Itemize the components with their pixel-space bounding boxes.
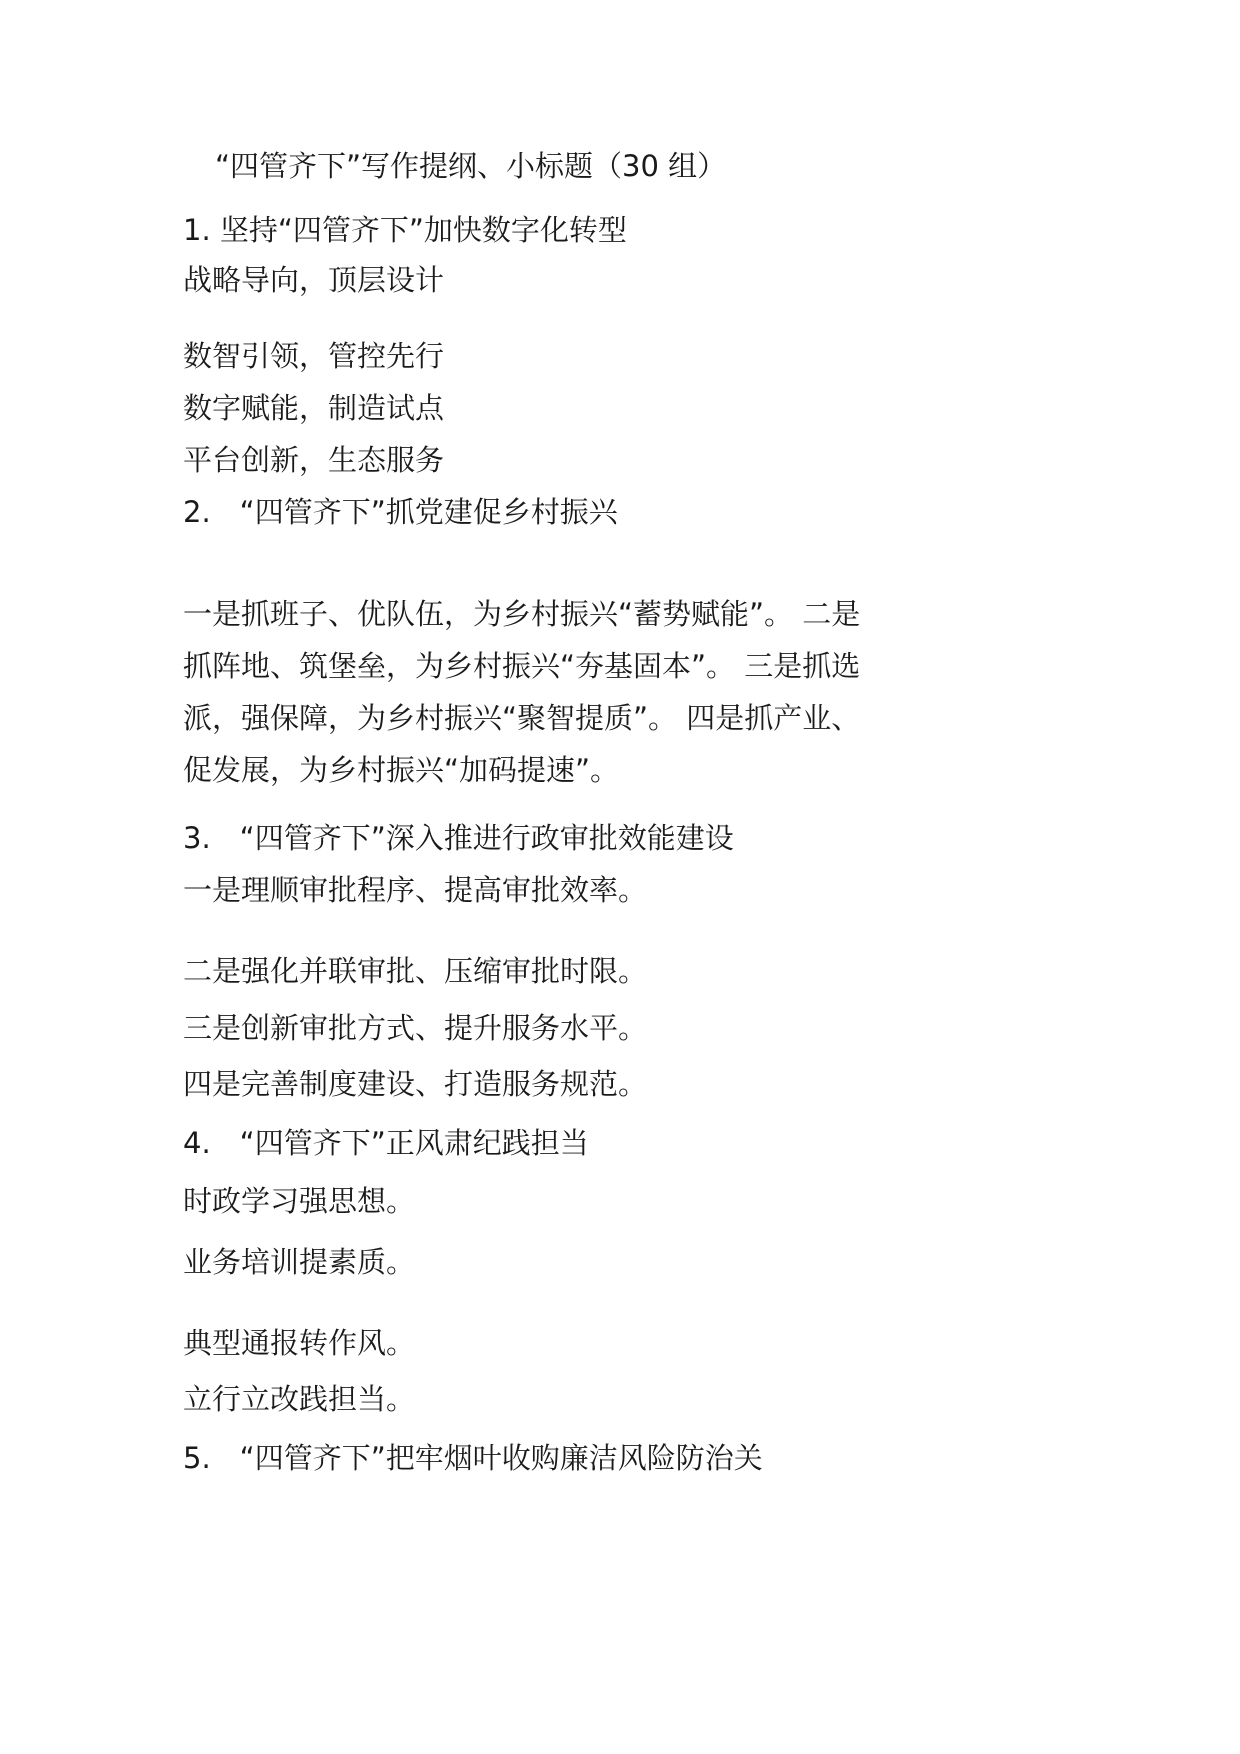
section-2-paragraph-line-1: 一是抓班子、优队伍，为乡村振兴“蓄势赋能”。 二是 (183, 597, 861, 631)
section-4-item-4: 立行立改践担当。 (183, 1382, 416, 1416)
section-4-item-3: 典型通报转作风。 (183, 1326, 416, 1360)
section-3-heading: 3. “四管齐下”深入推进行政审批效能建设 (183, 821, 734, 855)
section-2-paragraph-line-3: 派，强保障，为乡村振兴“聚智提质”。 四是抓产业、 (183, 701, 861, 735)
section-2-paragraph-line-2: 抓阵地、筑堡垒，为乡村振兴“夯基固本”。 三是抓选 (183, 649, 861, 683)
section-4-item-1: 时政学习强思想。 (183, 1184, 416, 1218)
section-1-item-4: 平台创新，生态服务 (183, 443, 445, 477)
section-3-item-2: 二是强化并联审批、压缩审批时限。 (183, 954, 648, 988)
section-1-item-1: 战略导向，顶层设计 (183, 263, 445, 297)
section-1-heading: 1. 坚持“四管齐下”加快数字化转型 (183, 213, 627, 247)
section-5-heading: 5. “四管齐下”把牢烟叶收购廉洁风险防治关 (183, 1441, 763, 1475)
section-3-item-4: 四是完善制度建设、打造服务规范。 (183, 1067, 648, 1101)
section-4-heading: 4. “四管齐下”正风肃纪践担当 (183, 1126, 589, 1160)
section-3-item-3: 三是创新审批方式、提升服务水平。 (183, 1011, 648, 1045)
section-4-item-2: 业务培训提素质。 (183, 1245, 416, 1279)
section-1-item-2: 数智引领，管控先行 (183, 339, 445, 373)
section-2-heading: 2. “四管齐下”抓党建促乡村振兴 (183, 495, 618, 529)
document-title: “四管齐下”写作提纲、小标题（30 组） (215, 149, 727, 183)
section-1-item-3: 数字赋能，制造试点 (183, 391, 445, 425)
section-3-item-1: 一是理顺审批程序、提高审批效率。 (183, 873, 648, 907)
section-2-paragraph (183, 588, 903, 796)
section-2-paragraph-line-4: 促发展，为乡村振兴“加码提速”。 (183, 753, 620, 787)
